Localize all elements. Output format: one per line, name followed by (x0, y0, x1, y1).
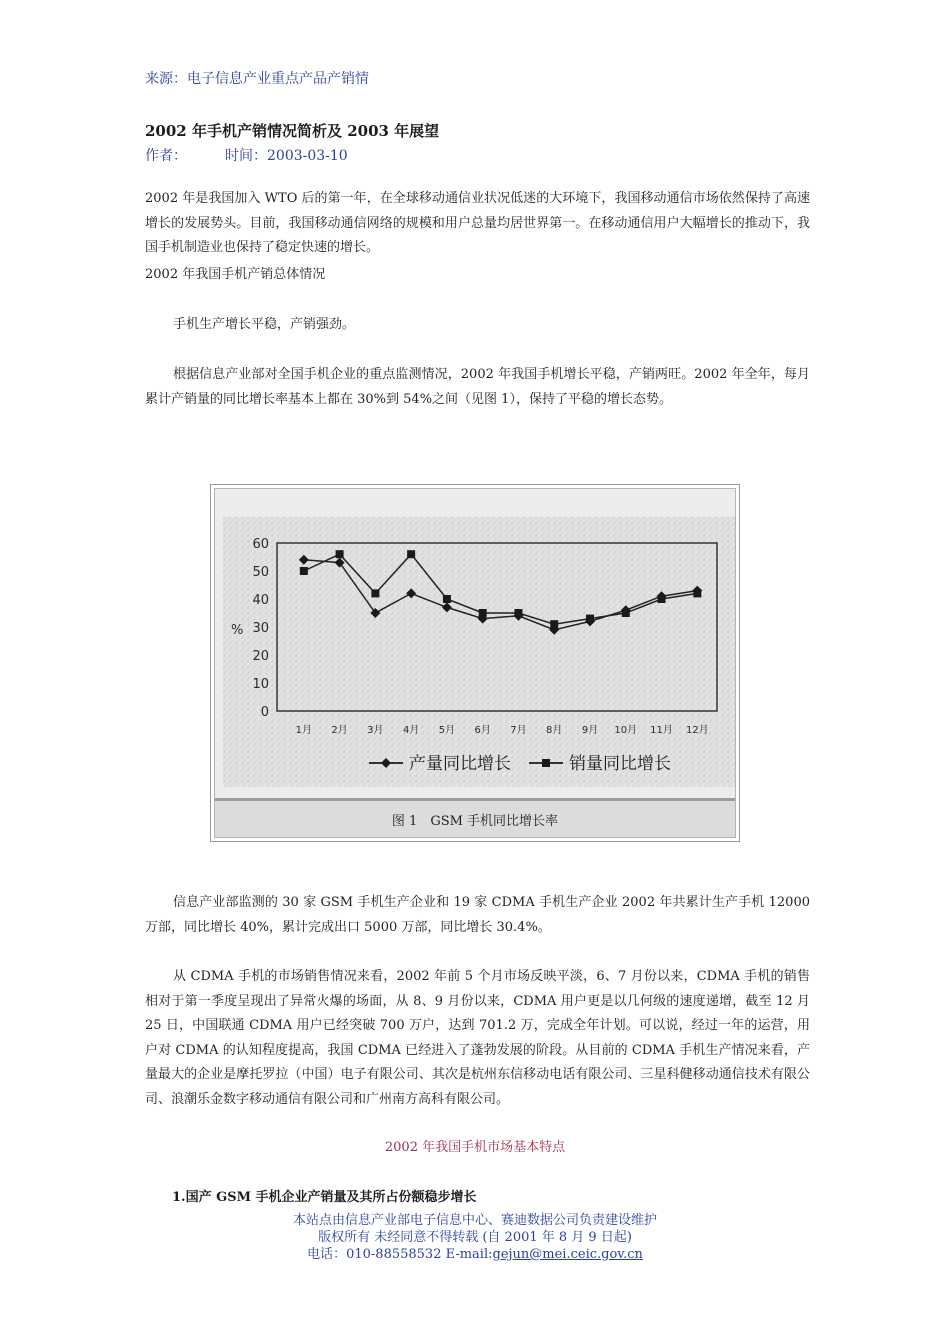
figure-1 (210, 484, 740, 842)
x-tick-label: 10月 (614, 725, 638, 736)
author-label: 作者： (145, 148, 187, 164)
x-tick-label: 5月 (438, 725, 456, 736)
y-axis-unit: % (231, 623, 244, 638)
series-point-sales (693, 589, 701, 597)
footer-contact (0, 1246, 950, 1263)
x-tick-label: 11月 (650, 725, 673, 736)
production-paragraph: 手机生产增长平稳，产销强劲。 (173, 317, 356, 332)
x-tick-label: 2月 (331, 725, 348, 736)
x-tick-label: 8月 (546, 725, 563, 736)
y-tick-label: 50 (252, 565, 269, 580)
article-meta (145, 145, 348, 165)
footer-phone: 电话：010-88558532 E-mail: (307, 1247, 493, 1262)
y-tick-label: 10 (252, 677, 269, 692)
series-point-sales (622, 609, 630, 617)
section-heading: 2002 年我国手机市场基本特点 (384, 1140, 566, 1155)
footer-maintainer: 本站点由信息产业部电子信息中心、赛迪数据公司负责建设维护 (292, 1213, 657, 1228)
y-tick-label: 30 (252, 621, 269, 636)
y-tick-label: 20 (252, 649, 269, 664)
series-point-sales (550, 620, 558, 628)
chart-background (223, 517, 735, 787)
legend-marker (542, 759, 550, 767)
x-tick-label: 6月 (474, 725, 491, 736)
x-tick-label: 12月 (685, 725, 709, 736)
y-tick-label: 0 (260, 705, 269, 720)
figure-caption: 图 1 GSM 手机同比增长率 (215, 798, 735, 837)
growth-rate-chart (223, 517, 735, 787)
series-point-sales (300, 567, 308, 575)
monitoring-paragraph: 根据信息产业部对全国手机企业的重点监测情况，2002 年我国手机增长平稳，产销两旺。2002 年全年，每月累计产销量的同比增长率基本上都在 30%到 54%之间（见图 1），保持了平稳的增长态势。 (145, 367, 810, 407)
series-point-sales (479, 609, 487, 617)
x-tick-label: 4月 (402, 725, 420, 736)
legend-label: 产量同比增长 (409, 754, 511, 774)
publish-time: 时间：2003-03-10 (225, 148, 348, 164)
cdma-market-paragraph: 从 CDMA 手机的市场销售情况来看，2002 年前 5 个月市场反映平淡，6、7 月份以来，CDMA 手机的销售相对于第一季度呈现出了异常火爆的场面，从 8、9 月份以来，CDMA 用户更是以几何级的速度递增，截至 12 月 25 日，中国联通 CDMA 用户已经突破 700 万户，达到 701.2 万，完成全年计划。可以说，经过一年的运营，用户对 CDMA 的认知程度提高，我国 CDMA 已经进入了蓬勃发展的阶段。从目前的 CDMA 手机生产情况来看，产量最大的企业是摩托罗拉（中国）电子有限公司、其次是杭州东信移动电话有限公司、三星科健移动通信技术有限公司、浪潮乐金数字移动通信有限公司和广州南方高科有限公司。 (145, 969, 810, 1107)
series-point-sales (658, 595, 666, 603)
legend-label: 销量同比增长 (569, 754, 671, 774)
site-footer (0, 1212, 950, 1263)
x-tick-label: 7月 (510, 725, 527, 736)
article-title: 2002 年手机产销情况简析及 2003 年展望 (145, 122, 440, 140)
series-point-sales (407, 550, 415, 558)
footer-email-link[interactable]: gejun@mei.ceic.gov.cn (492, 1247, 643, 1262)
sub-heading: 1.国产 GSM 手机企业产销量及其所占份额稳步增长 (172, 1190, 477, 1205)
gsm-cdma-paragraph: 信息产业部监测的 30 家 GSM 手机生产企业和 19 家 CDMA 手机生产企业 2002 年共累计生产手机 12000 万部，同比增长 40%，累计完成出口 5000 万部，同比增长 30.4%。 (145, 895, 810, 935)
intro-paragraph: 2002 年是我国加入 WTO 后的第一年，在全球移动通信业状况低迷的大环境下，我国移动通信市场依然保持了高速增长的发展势头。目前，我国移动通信网络的规模和用户总量均居世界第一。在移动通信用户大幅增长的推动下，我国手机制造业也保持了稳定快速的增长。 (145, 191, 810, 255)
footer-copyright: 版权所有 未经同意不得转载 (自 2001 年 8 月 9 日起) (318, 1230, 632, 1245)
x-tick-label: 1月 (295, 725, 313, 736)
x-tick-label: 3月 (367, 725, 384, 736)
series-point-sales (371, 589, 379, 597)
series-point-sales (336, 550, 344, 558)
x-tick-label: 9月 (581, 725, 599, 736)
source-line: 来源：电子信息产业重点产品产销情 (145, 71, 369, 87)
y-tick-label: 40 (252, 593, 269, 608)
series-point-sales (586, 615, 594, 623)
series-point-sales (514, 609, 522, 617)
y-tick-label: 60 (252, 537, 269, 552)
figure-frame (214, 488, 736, 838)
overview-heading: 2002 年我国手机产销总体情况 (145, 267, 326, 282)
series-point-sales (443, 595, 451, 603)
